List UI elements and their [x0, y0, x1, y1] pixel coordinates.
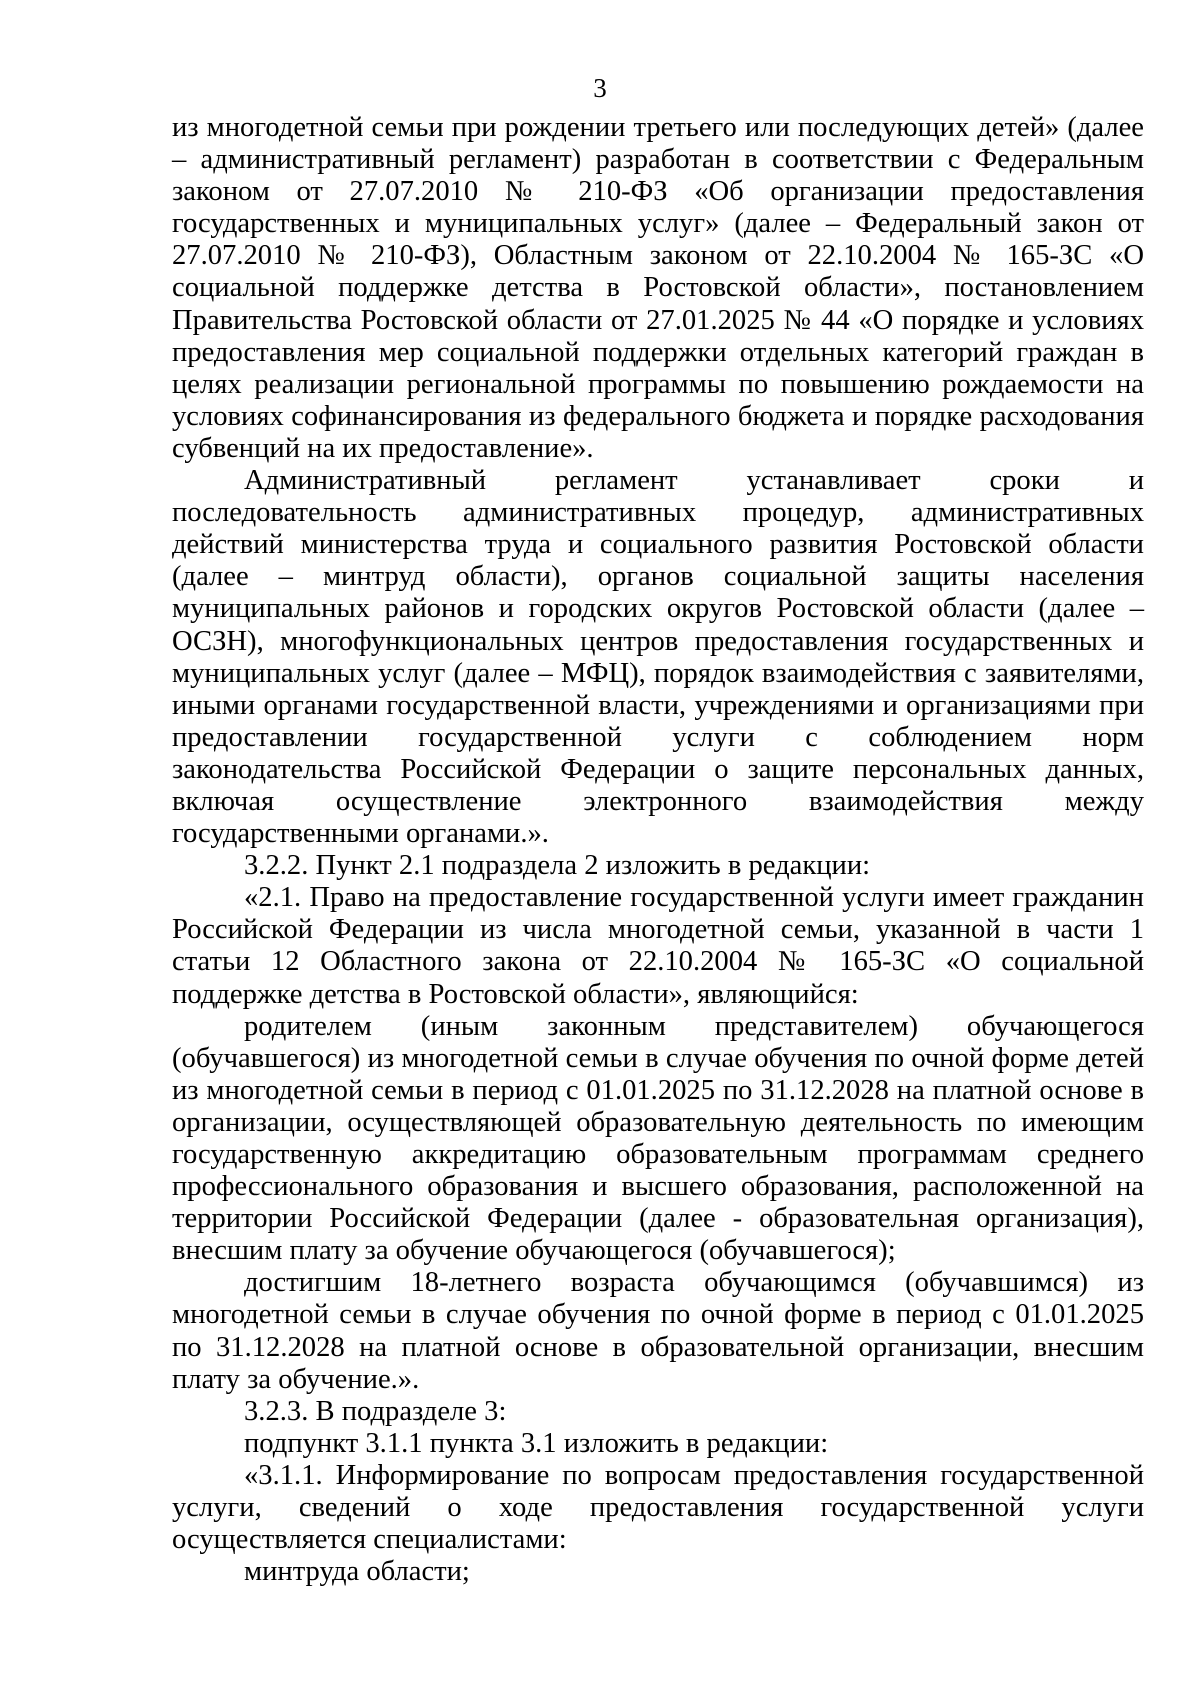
paragraph-ministry-specialists: минтруда области; [244, 1556, 470, 1588]
paragraph-continuation: из многодетной семьи при рождении третьего или последующих детей» (далее – административный регламент) разработан в соответствии с Федеральным законом от 27.07.2010 № 210-ФЗ «Об организации предоставления государственных и муниципальных услуг» (далее – Федеральный закон от 27.07.2010 № 210-ФЗ), Областным законом от 22.10.2004 № 165-ЗС «О социальной поддержке детства в Ростовской области», постановлением Правительства Ростовской области от 27.01.2025 № 44 «О порядке и условиях предоставления мер социальной поддержки отдельных категорий граждан в целях реализации региональной программы по повышению рождаемости на условиях софинансирования из федерального бюджета и порядке расходования субвенций на их предоставление». [172, 112, 1144, 464]
paragraph-student-eligibility: достигшим 18-летнего возраста обучающимся (обучавшимся) из многодетной семьи в случае обучения по очной форме в период с 01.01.2025 по 31.12.2028 на платной основе в образовательной организации, внесшим плату за обучение.». [172, 1267, 1144, 1395]
paragraph-parent-eligibility: родителем (иным законным представителем) обучающегося (обучавшегося) из многодетной семьи в случае обучения по очной форме детей из многодетной семьи в период с 01.01.2025 по 31.12.2028 на платной основе в организации, осуществляющей образовательную деятельность по имеющим государственную аккредитацию образовательным программам среднего профессионального образования и высшего образования, расположенной на территории Российской Федерации (далее - образовательная организация), внесшим плату за обучение обучающегося (обучавшегося); [172, 1010, 1144, 1267]
paragraph-clause-3-2-2: 3.2.2. Пункт 2.1 подраздела 2 изложить в редакции: [244, 850, 871, 882]
paragraph-subclause-3-1-1-intro: подпункт 3.1.1 пункта 3.1 изложить в редакции: [244, 1427, 829, 1459]
paragraph-clause-2-1: «2.1. Право на предоставление государственной услуги имеет гражданин Российской Федерации из числа многодетной семьи, указанной в части 1 статьи 12 Областного закона от 22.10.2004 № 165-ЗС «О социальной поддержке детства в Ростовской области», являющийся: [172, 882, 1144, 1010]
page-number: 3 [593, 73, 607, 103]
paragraph-clause-3-1-1: «3.1.1. Информирование по вопросам предоставления государственной услуги, сведений о ходе предоставления государственной услуги осуществляется специалистами: [172, 1459, 1144, 1556]
document-body [172, 112, 1144, 1588]
paragraph-clause-3-2-3: 3.2.3. В подразделе 3: [244, 1395, 507, 1427]
paragraph-regulation-scope: Административный регламент устанавливает сроки и последовательность административных процедур, административных действий министерства труда и социального развития Ростовской области (далее – минтруд области), органов социальной защиты населения муниципальных районов и городских округов Ростовской области (далее – ОСЗН), многофункциональных центров предоставления государственных и муниципальных услуг (далее – МФЦ), порядок взаимодействия с заявителями, иными органами государственной власти, учреждениями и организациями при предоставлении государственной услуги с соблюдением норм законодательства Российской Федерации о защите персональных данных, включая осуществление электронного взаимодействия между государственными органами.». [172, 465, 1144, 850]
